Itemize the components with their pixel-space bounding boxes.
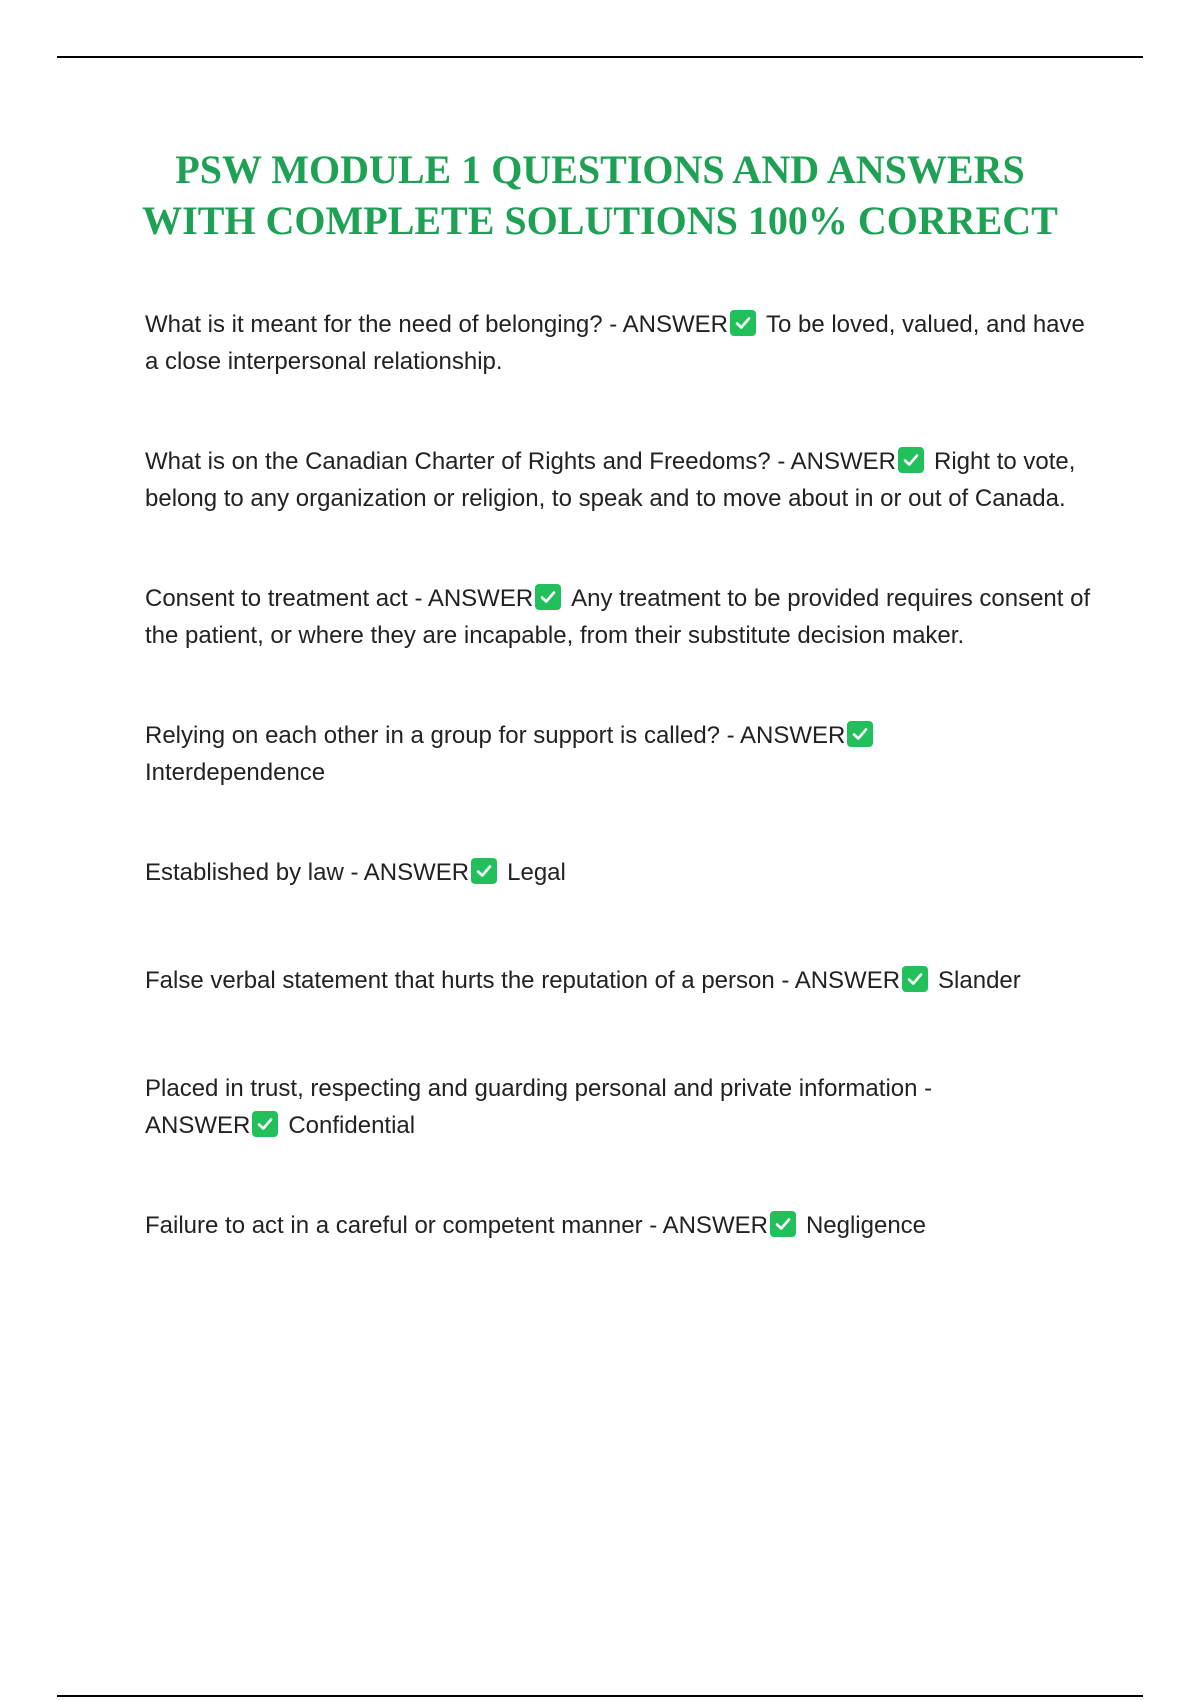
answer-label: ANSWER [794, 967, 901, 994]
check-icon [471, 858, 497, 884]
qa-item [145, 1070, 1095, 1144]
bottom-rule [57, 1695, 1143, 1697]
answer-text: To be loved, valued, and have a close interpersonal relationship. [145, 311, 1085, 375]
check-icon [252, 1111, 278, 1137]
question-text: What is on the Canadian Charter of Rights and Freedoms? - [145, 448, 791, 475]
answer-text: Any treatment to be provided requires consent of the patient, or where they are incapable, from their substitute decision maker. [145, 585, 1091, 649]
qa-item [145, 443, 1095, 517]
answer-text: Right to vote, belong to any organization or religion, to speak and to move about in or out of Canada. [145, 448, 1076, 512]
question-text: False verbal statement that hurts the reputation of a person - [145, 967, 795, 994]
answer-label: ANSWER [622, 311, 728, 338]
check-icon [730, 310, 756, 336]
answer-label: ANSWER [740, 722, 846, 749]
question-text: What is it meant for the need of belonging? - [145, 311, 623, 338]
answer-text: Interdependence [145, 759, 326, 786]
question-text: Consent to treatment act - [145, 585, 428, 612]
answer-label: ANSWER [427, 585, 534, 612]
qa-list [145, 306, 1095, 1244]
answer-text: Legal [507, 859, 566, 886]
question-text: Relying on each other in a group for support is called? - [145, 722, 741, 749]
qa-item [145, 962, 1095, 999]
qa-item [145, 854, 1095, 891]
top-rule [57, 56, 1143, 58]
title-line-2: WITH COMPLETE SOLUTIONS 100% CORRECT [142, 198, 1058, 243]
check-icon [847, 721, 873, 747]
check-icon [898, 447, 924, 473]
answer-label: ANSWER [790, 448, 897, 475]
question-text: Placed in trust, respecting and guarding personal and private information - [145, 1075, 933, 1102]
check-icon [770, 1211, 796, 1237]
title-line-1: PSW MODULE 1 QUESTIONS AND ANSWERS [175, 147, 1025, 192]
document-title [57, 144, 1143, 246]
answer-text: Confidential [288, 1112, 416, 1139]
qa-item [145, 1207, 1095, 1244]
answer-text: Slander [938, 967, 1021, 994]
question-text: Failure to act in a careful or competent manner - [145, 1212, 663, 1239]
check-icon [535, 584, 561, 610]
check-icon [902, 966, 928, 992]
qa-item [145, 306, 1095, 380]
qa-item [145, 717, 1095, 791]
answer-label: ANSWER [363, 859, 470, 886]
question-text: Established by law - [145, 859, 364, 886]
qa-item [145, 580, 1095, 654]
answer-text: Negligence [805, 1212, 927, 1239]
answer-label: ANSWER [662, 1212, 768, 1239]
answer-label: ANSWER [145, 1112, 251, 1139]
